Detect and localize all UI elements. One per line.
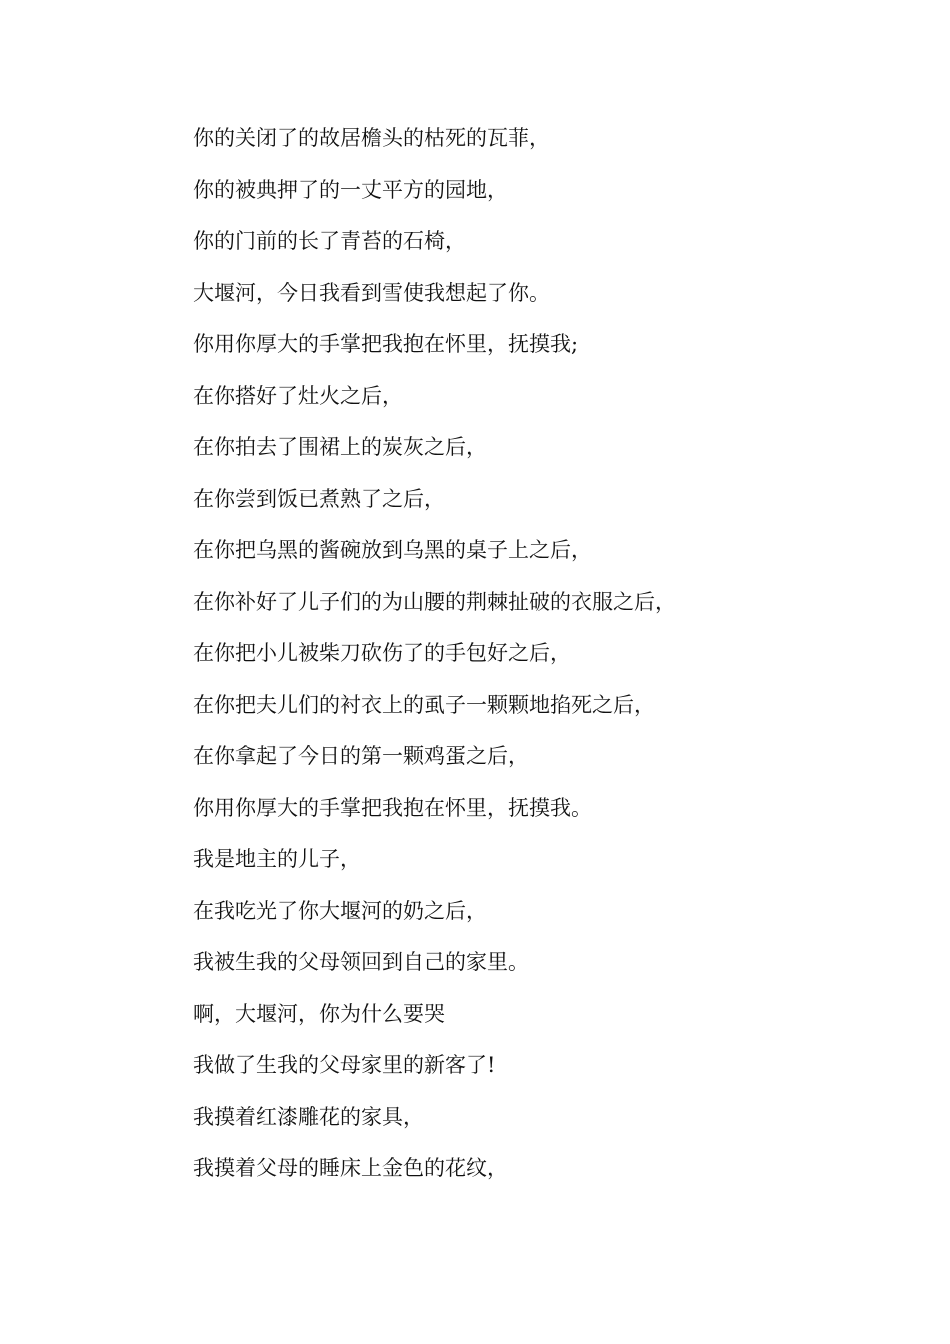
poem-line: 我被生我的父母领回到自己的家里。 — [193, 950, 529, 974]
poem-line: 在你把小儿被柴刀砍伤了的手包好之后， — [193, 641, 571, 665]
poem-line: 你用你厚大的手掌把我抱在怀里，抚摸我; — [193, 332, 579, 356]
poem-line: 你的被典押了的一丈平方的园地， — [193, 177, 508, 202]
poem-line: 在你把乌黑的酱碗放到乌黑的桌子上之后， — [193, 538, 592, 562]
poem-line: 在你补好了儿子们的为山腰的荆棘扯破的衣服之后， — [193, 589, 676, 614]
poem-line: 大堰河，今日我看到雪使我想起了你。 — [193, 280, 550, 305]
poem-body — [193, 121, 676, 1203]
poem-line: 在你拿起了今日的第一颗鸡蛋之后， — [193, 744, 529, 768]
poem-line: 在你拍去了围裙上的炭灰之后， — [193, 435, 487, 459]
poem-line: 在你搭好了灶火之后， — [193, 383, 403, 408]
poem-line: 我摸着父母的睡床上金色的花纹， — [193, 1156, 508, 1180]
poem-line: 你的门前的长了青苔的石椅， — [193, 229, 466, 253]
poem-line: 你用你厚大的手掌把我抱在怀里，抚摸我。 — [193, 795, 592, 820]
poem-line: 我做了生我的父母家里的新客了! — [193, 1053, 496, 1077]
poem-line: 我摸着红漆雕花的家具， — [193, 1104, 424, 1129]
poem-line: 在我吃光了你大堰河的奶之后， — [193, 898, 487, 923]
poem-line: 在你尝到饭已煮熟了之后， — [193, 486, 445, 511]
poem-line: 在你把夫儿们的衬衣上的虱子一颗颗地掐死之后， — [193, 692, 655, 717]
poem-line: 你的关闭了的故居檐头的枯死的瓦菲， — [193, 126, 550, 150]
poem-line: 啊，大堰河，你为什么要哭 — [193, 1001, 445, 1026]
poem-line: 我是地主的儿子， — [193, 847, 361, 871]
